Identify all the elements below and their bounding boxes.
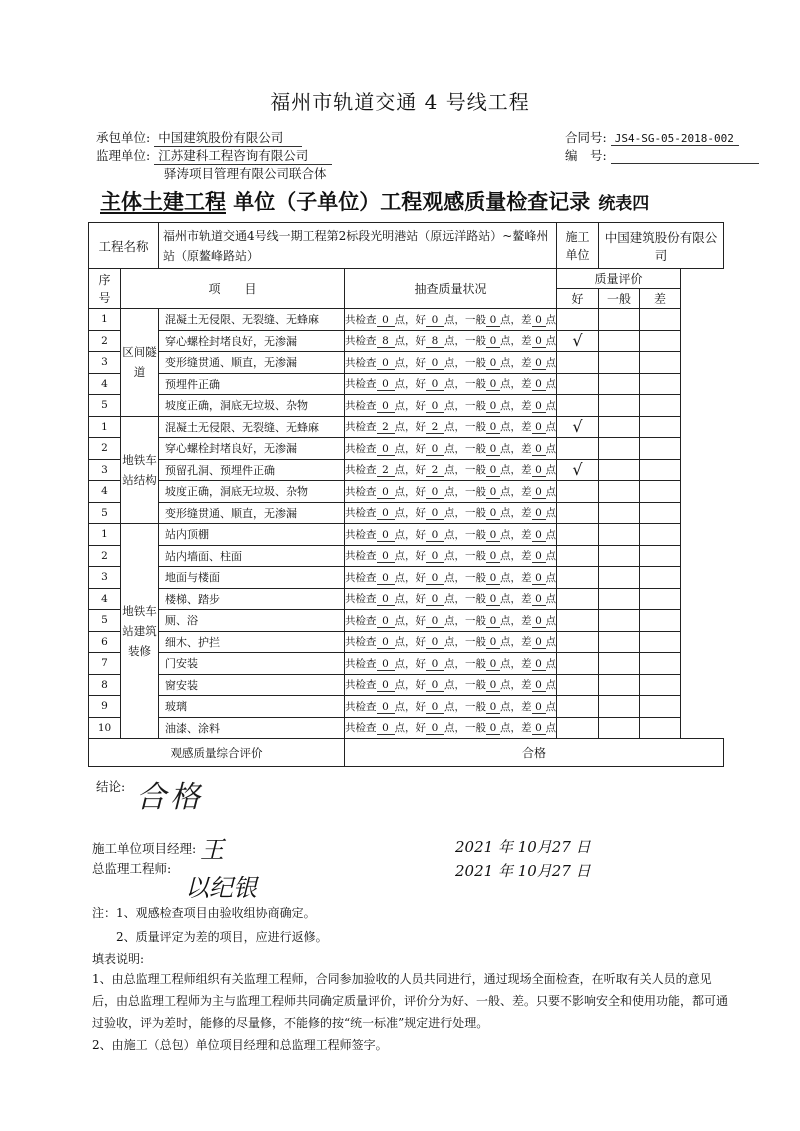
fair-header: 一般: [599, 289, 640, 309]
fair-count: 0: [486, 357, 500, 370]
total-count: 0: [377, 529, 395, 542]
check-result: 共检查 0 点，好 0 点，一般 0 点，差 0 点: [345, 674, 557, 696]
table-row: [89, 373, 724, 395]
eval-good-cell: [557, 610, 599, 632]
category-1: 区间隧道: [121, 309, 159, 417]
item-name: 坡度正确，洞底无垃圾、杂物: [159, 481, 345, 503]
fair-count: 0: [486, 658, 500, 671]
total-count: 0: [377, 593, 395, 606]
construction-unit-label: 施工单位: [557, 223, 599, 269]
row-number: 8: [89, 674, 121, 696]
table-row: [89, 416, 724, 438]
project-name-value: 福州市轨道交通4号线一期工程第2标段光明港站（原远洋路站）~鳌峰州站（原鳌峰路站）: [159, 223, 557, 269]
eval-fair-cell: [599, 373, 640, 395]
row-number: 9: [89, 696, 121, 718]
total-count: 0: [377, 507, 395, 520]
row-number: 2: [89, 438, 121, 460]
check-result: 共检查 0 点，好 0 点，一般 0 点，差 0 点: [345, 631, 557, 653]
good-count: 0: [426, 486, 444, 499]
check-result: 共检查 2 点，好 2 点，一般 0 点，差 0 点: [345, 459, 557, 481]
check-result: 共检查 0 点，好 0 点，一般 0 点，差 0 点: [345, 696, 557, 718]
fair-count: 0: [486, 593, 500, 606]
eval-good-cell: [557, 416, 599, 438]
item-name: 门安装: [159, 653, 345, 675]
total-count: 0: [377, 443, 395, 456]
table-row: [89, 309, 724, 331]
eval-poor-cell: [640, 481, 681, 503]
item-name: 变形缝贯通、顺直，无渗漏: [159, 502, 345, 524]
poor-count: 0: [532, 550, 546, 563]
poor-count: 0: [532, 314, 546, 327]
serial-value: [611, 149, 759, 164]
total-count: 0: [377, 701, 395, 714]
check-result: 共检查 0 点，好 0 点，一般 0 点，差 0 点: [345, 481, 557, 503]
poor-count: 0: [532, 400, 546, 413]
project-name-label: 工程名称: [89, 223, 159, 269]
total-count: 0: [377, 658, 395, 671]
row-number: 4: [89, 481, 121, 503]
eval-poor-cell: [640, 352, 681, 374]
poor-count: 0: [532, 357, 546, 370]
eval-good-cell: [557, 717, 599, 739]
row-number: 3: [89, 567, 121, 589]
good-count: 2: [426, 421, 444, 434]
eval-poor-cell: [640, 610, 681, 632]
fair-count: 0: [486, 314, 500, 327]
eval-fair-cell: [599, 524, 640, 546]
good-header: 好: [557, 289, 599, 309]
pm-date: 2021 年 10月27 日: [455, 838, 591, 856]
fair-count: 0: [486, 550, 500, 563]
fair-count: 0: [486, 335, 500, 348]
eval-good-cell: [557, 696, 599, 718]
poor-count: 0: [532, 636, 546, 649]
total-count: 2: [377, 421, 395, 434]
instructions-2: 2、由施工（总包）单位项目经理和总监理工程师签字。: [92, 1038, 388, 1052]
total-count: 0: [377, 572, 395, 585]
document-title: 福州市轨道交通 4 号线工程: [270, 90, 530, 114]
eval-fair-cell: [599, 438, 640, 460]
eval-poor-cell: [640, 717, 681, 739]
supervisor-row: [96, 146, 332, 165]
check-result: 共检查 0 点，好 0 点，一般 0 点，差 0 点: [345, 588, 557, 610]
row-number: 5: [89, 610, 121, 632]
check-mark-icon: √: [572, 460, 583, 480]
good-count: 0: [426, 722, 444, 735]
eval-poor-cell: [640, 588, 681, 610]
check-mark-icon: √: [572, 417, 583, 437]
eval-fair-cell: [599, 416, 640, 438]
item-name: 玻璃: [159, 696, 345, 718]
eval-good-cell: [557, 309, 599, 331]
check-result: 共检查 8 点，好 8 点，一般 0 点，差 0 点: [345, 330, 557, 352]
check-mark-icon: √: [572, 331, 583, 351]
eval-good-cell: [557, 459, 599, 481]
item-name: 穿心螺栓封堵良好，无渗漏: [159, 438, 345, 460]
check-result: 共检查 0 点，好 0 点，一般 0 点，差 0 点: [345, 653, 557, 675]
table-row: [89, 588, 724, 610]
eval-poor-cell: [640, 653, 681, 675]
inspection-table: [88, 222, 724, 767]
row-number: 1: [89, 524, 121, 546]
poor-count: 0: [532, 572, 546, 585]
pm-signature-label: 施工单位项目经理:: [92, 841, 197, 856]
row-number: 6: [89, 631, 121, 653]
eval-poor-cell: [640, 567, 681, 589]
row-number: 1: [89, 309, 121, 331]
table-row: [89, 610, 724, 632]
eval-fair-cell: [599, 610, 640, 632]
record-title-part1: 主体土建工程: [100, 190, 226, 214]
eval-good-cell: [557, 373, 599, 395]
good-count: 0: [426, 701, 444, 714]
eval-fair-cell: [599, 696, 640, 718]
poor-count: 0: [532, 507, 546, 520]
fair-count: 0: [486, 464, 500, 477]
good-count: 0: [426, 658, 444, 671]
good-count: 0: [426, 572, 444, 585]
fair-count: 0: [486, 400, 500, 413]
total-count: 0: [377, 400, 395, 413]
serial-row: [565, 146, 759, 164]
table-row: [89, 481, 724, 503]
eval-fair-cell: [599, 588, 640, 610]
item-name: 穿心螺栓封堵良好，无渗漏: [159, 330, 345, 352]
eval-fair-cell: [599, 459, 640, 481]
good-count: 0: [426, 378, 444, 391]
poor-count: 0: [532, 486, 546, 499]
poor-count: 0: [532, 443, 546, 456]
table-row: [89, 395, 724, 417]
eval-poor-cell: [640, 438, 681, 460]
instructions-title: 填表说明:: [92, 952, 145, 966]
overall-eval-value: 合格: [345, 739, 724, 767]
check-result: 共检查 0 点，好 0 点，一般 0 点，差 0 点: [345, 717, 557, 739]
table-row: [89, 352, 724, 374]
eval-fair-cell: [599, 330, 640, 352]
check-result: 共检查 0 点，好 0 点，一般 0 点，差 0 点: [345, 352, 557, 374]
table-row: [89, 674, 724, 696]
seq-header: 序号: [89, 269, 121, 309]
check-result: 共检查 0 点，好 0 点，一般 0 点，差 0 点: [345, 395, 557, 417]
eval-good-cell: [557, 395, 599, 417]
total-count: 8: [377, 335, 395, 348]
row-number: 5: [89, 502, 121, 524]
fair-count: 0: [486, 679, 500, 692]
table-row: [89, 653, 724, 675]
overall-eval-label: 观感质量综合评价: [89, 739, 345, 767]
conclusion-handwritten: 合格: [136, 780, 204, 815]
supervisor-value-line2: 驿涛项目管理有限公司联合体: [164, 166, 327, 181]
row-number: 3: [89, 352, 121, 374]
fair-count: 0: [486, 486, 500, 499]
poor-count: 0: [532, 464, 546, 477]
contractor-row: [96, 128, 302, 147]
check-result: 共检查 0 点，好 0 点，一般 0 点，差 0 点: [345, 567, 557, 589]
poor-count: 0: [532, 615, 546, 628]
item-name: 坡度正确，洞底无垃圾、杂物: [159, 395, 345, 417]
check-result: 共检查 0 点，好 0 点，一般 0 点，差 0 点: [345, 610, 557, 632]
serial-label: 编 号:: [565, 148, 607, 163]
good-count: 0: [426, 507, 444, 520]
fair-count: 0: [486, 615, 500, 628]
poor-count: 0: [532, 701, 546, 714]
total-count: 0: [377, 357, 395, 370]
table-row: [89, 524, 724, 546]
instructions-1: 1、由总监理工程师组织有关监理工程师，合同参加验收的人员共同进行，通过现场全面检查，在听取有关人员的意见后，由总监理工程师为主与监理工程师共同确定质量评价，评价分为好、一般、差。只要不影响安全和使用功能，都可通过验收，评为差时，能修的尽量修，不能修的按“统一标准”规定进行处理。: [92, 972, 729, 1030]
item-name: 厕、浴: [159, 610, 345, 632]
row-number: 4: [89, 373, 121, 395]
eval-poor-cell: [640, 631, 681, 653]
fair-count: 0: [486, 421, 500, 434]
good-count: 2: [426, 464, 444, 477]
table-row: [89, 567, 724, 589]
poor-count: 0: [532, 529, 546, 542]
good-count: 0: [426, 679, 444, 692]
row-number: 3: [89, 459, 121, 481]
good-count: 0: [426, 550, 444, 563]
good-count: 0: [426, 615, 444, 628]
eval-fair-cell: [599, 395, 640, 417]
good-count: 0: [426, 593, 444, 606]
item-name: 预埋件正确: [159, 373, 345, 395]
item-name: 油漆、涂料: [159, 717, 345, 739]
row-number: 10: [89, 717, 121, 739]
table-row: [89, 545, 724, 567]
check-result: 共检查 0 点，好 0 点，一般 0 点，差 0 点: [345, 309, 557, 331]
good-count: 0: [426, 400, 444, 413]
eval-good-cell: [557, 674, 599, 696]
fair-count: 0: [486, 378, 500, 391]
total-count: 0: [377, 314, 395, 327]
eval-fair-cell: [599, 717, 640, 739]
note-1: 注：1、观感检查项目由验收组协商确定。: [92, 906, 316, 920]
row-number: 2: [89, 545, 121, 567]
eval-good-cell: [557, 631, 599, 653]
eval-poor-cell: [640, 545, 681, 567]
chief-date: 2021 年 10月27 日: [455, 862, 591, 880]
category-3: 地铁车站建筑装修: [121, 524, 159, 739]
contractor-label: 承包单位:: [96, 130, 151, 145]
eval-fair-cell: [599, 545, 640, 567]
total-count: 0: [377, 550, 395, 563]
eval-poor-cell: [640, 416, 681, 438]
row-number: 5: [89, 395, 121, 417]
item-header: 项 目: [121, 269, 345, 309]
eval-good-cell: [557, 653, 599, 675]
check-result: 共检查 2 点，好 2 点，一般 0 点，差 0 点: [345, 416, 557, 438]
poor-count: 0: [532, 679, 546, 692]
row-number: 1: [89, 416, 121, 438]
eval-poor-cell: [640, 309, 681, 331]
poor-count: 0: [532, 722, 546, 735]
category-2: 地铁车站结构: [121, 416, 159, 524]
fair-count: 0: [486, 507, 500, 520]
table-row: [89, 502, 724, 524]
item-name: 变形缝贯通、顺直，无渗漏: [159, 352, 345, 374]
good-count: 0: [426, 529, 444, 542]
item-name: 混凝土无侵限、无裂缝、无蜂麻: [159, 309, 345, 331]
item-name: 窗安装: [159, 674, 345, 696]
eval-poor-cell: [640, 674, 681, 696]
eval-good-cell: [557, 588, 599, 610]
fair-count: 0: [486, 572, 500, 585]
check-result: 共检查 0 点，好 0 点，一般 0 点，差 0 点: [345, 545, 557, 567]
table-row: [89, 438, 724, 460]
record-title: [100, 186, 649, 216]
eval-poor-cell: [640, 395, 681, 417]
item-name: 混凝土无侵限、无裂缝、无蜂麻: [159, 416, 345, 438]
fair-count: 0: [486, 722, 500, 735]
eval-good-cell: [557, 330, 599, 352]
record-title-part2: 单位（子单位）工程观感质量检查记录: [226, 190, 591, 214]
pm-signature: 王: [200, 836, 224, 864]
poor-count: 0: [532, 378, 546, 391]
contract-no-label: 合同号:: [565, 130, 607, 145]
eval-fair-cell: [599, 653, 640, 675]
contractor-value: 中国建筑股份有限公司: [154, 128, 302, 147]
row-number: 2: [89, 330, 121, 352]
table-row: [89, 330, 724, 352]
row-number: 4: [89, 588, 121, 610]
note-2: 2、质量评定为差的项目，应进行返修。: [116, 930, 328, 944]
eval-fair-cell: [599, 674, 640, 696]
eval-poor-cell: [640, 502, 681, 524]
chief-signature-label: 总监理工程师:: [92, 861, 172, 876]
eval-poor-cell: [640, 459, 681, 481]
eval-good-cell: [557, 481, 599, 503]
table-row: [89, 631, 724, 653]
eval-poor-cell: [640, 524, 681, 546]
eval-poor-cell: [640, 330, 681, 352]
good-count: 0: [426, 314, 444, 327]
eval-good-cell: [557, 524, 599, 546]
item-name: 楼梯、踏步: [159, 588, 345, 610]
fair-count: 0: [486, 636, 500, 649]
eval-good-cell: [557, 545, 599, 567]
table-row: [89, 459, 724, 481]
item-name: 细木、护拦: [159, 631, 345, 653]
construction-unit-value: 中国建筑股份有限公司: [599, 223, 724, 269]
fair-count: 0: [486, 443, 500, 456]
contract-no-value: JS4-SG-05-2018-002: [611, 132, 739, 146]
poor-count: 0: [532, 421, 546, 434]
contract-no-row: [565, 128, 739, 146]
eval-fair-cell: [599, 481, 640, 503]
eval-header: 质量评价: [557, 269, 681, 289]
eval-fair-cell: [599, 567, 640, 589]
eval-good-cell: [557, 567, 599, 589]
eval-fair-cell: [599, 502, 640, 524]
fair-count: 0: [486, 701, 500, 714]
supervisor-value-line1: 江苏建科工程咨询有限公司: [154, 146, 332, 165]
good-count: 8: [426, 335, 444, 348]
eval-poor-cell: [640, 373, 681, 395]
item-name: 站内墙面、柱面: [159, 545, 345, 567]
total-count: 0: [377, 636, 395, 649]
total-count: 0: [377, 722, 395, 735]
fair-count: 0: [486, 529, 500, 542]
check-header: 抽查质量状况: [345, 269, 557, 309]
eval-fair-cell: [599, 352, 640, 374]
poor-count: 0: [532, 593, 546, 606]
chief-signature: 以纪银: [185, 874, 257, 902]
eval-poor-cell: [640, 696, 681, 718]
item-name: 地面与楼面: [159, 567, 345, 589]
poor-count: 0: [532, 335, 546, 348]
supervisor-label: 监理单位:: [96, 148, 151, 163]
check-result: 共检查 0 点，好 0 点，一般 0 点，差 0 点: [345, 438, 557, 460]
eval-good-cell: [557, 502, 599, 524]
eval-good-cell: [557, 438, 599, 460]
poor-header: 差: [640, 289, 681, 309]
good-count: 0: [426, 636, 444, 649]
eval-good-cell: [557, 352, 599, 374]
total-count: 0: [377, 378, 395, 391]
check-result: 共检查 0 点，好 0 点，一般 0 点，差 0 点: [345, 502, 557, 524]
item-name: 站内顶棚: [159, 524, 345, 546]
total-count: 0: [377, 679, 395, 692]
item-name: 预留孔洞、预埋件正确: [159, 459, 345, 481]
check-result: 共检查 0 点，好 0 点，一般 0 点，差 0 点: [345, 524, 557, 546]
total-count: 0: [377, 486, 395, 499]
total-count: 0: [377, 615, 395, 628]
total-count: 2: [377, 464, 395, 477]
eval-fair-cell: [599, 631, 640, 653]
row-number: 7: [89, 653, 121, 675]
check-result: 共检查 0 点，好 0 点，一般 0 点，差 0 点: [345, 373, 557, 395]
poor-count: 0: [532, 658, 546, 671]
good-count: 0: [426, 357, 444, 370]
eval-fair-cell: [599, 309, 640, 331]
table-row: [89, 696, 724, 718]
conclusion-label: 结论:: [96, 779, 126, 794]
form-number: 统表四: [598, 194, 650, 214]
table-row: [89, 717, 724, 739]
good-count: 0: [426, 443, 444, 456]
